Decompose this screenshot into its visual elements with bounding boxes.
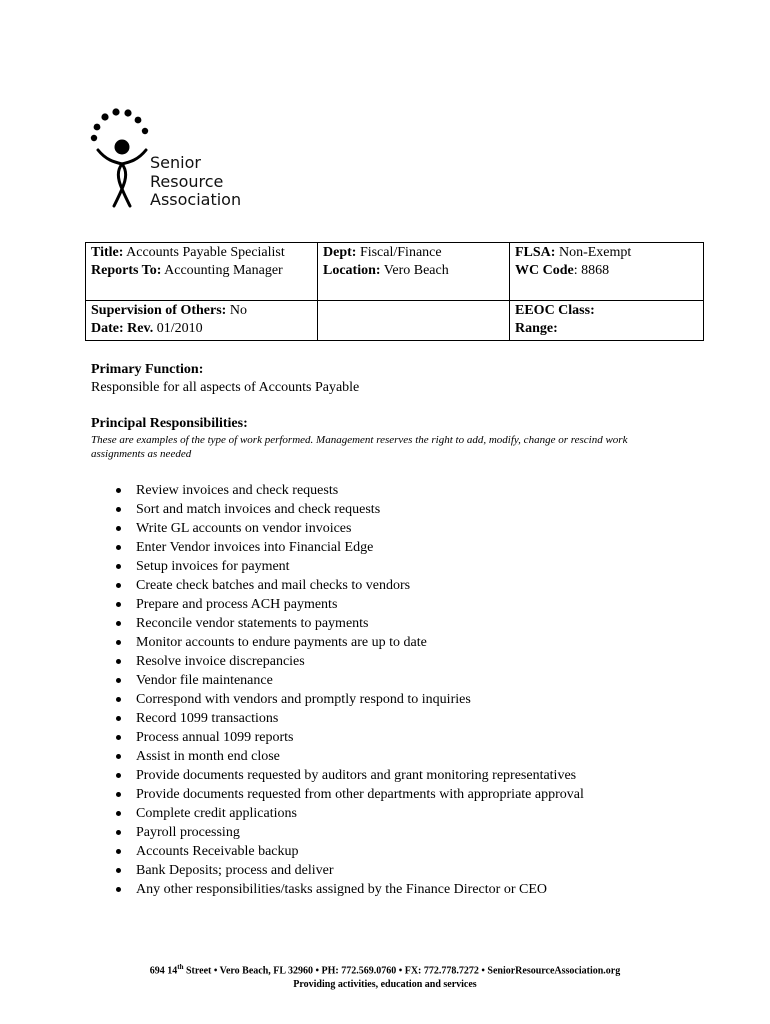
footer-address (0, 960, 770, 978)
list-item: Accounts Receivable backup (91, 842, 584, 861)
list-item: Resolve invoice discrepancies (91, 652, 584, 671)
logo-line: Association (150, 190, 242, 209)
logo-line: Resource (150, 171, 224, 191)
list-item: Complete credit applications (91, 804, 584, 823)
list-item: Payroll processing (91, 823, 584, 842)
range-line (515, 320, 698, 338)
list-item: Provide documents requested from other departments with appropriate approval (91, 785, 584, 804)
location-line (323, 262, 504, 280)
table-cell (318, 301, 510, 341)
cell-label: WC Code (515, 263, 574, 278)
table-cell (86, 301, 318, 341)
list-item: Reconcile vendor statements to payments (91, 614, 584, 633)
table-cell (86, 243, 318, 301)
section-text: Responsible for all aspects of Accounts Payable (91, 380, 360, 395)
table-cell (510, 243, 704, 301)
section-heading: Principal Responsibilities: (91, 416, 248, 431)
cell-value: Vero Beach (380, 263, 449, 278)
flsa-line (515, 244, 698, 262)
section-heading: Primary Function: (91, 362, 204, 377)
cell-value: 01/2010 (153, 321, 203, 336)
footer-tagline: Providing activities, education and services (293, 979, 477, 991)
dept-line (323, 244, 504, 262)
cell-value: Fiscal/Finance (356, 245, 442, 260)
cell-label: FLSA: (515, 245, 556, 260)
cell-label: Reports To: (91, 263, 162, 278)
list-item: Provide documents requested by auditors and grant monitoring representatives (91, 766, 584, 785)
list-item: Sort and match invoices and check requests (91, 500, 584, 519)
logo-wordmark (150, 154, 241, 210)
supervision-line (91, 302, 312, 320)
cell-value: Non-Exempt (555, 245, 632, 260)
list-item: Monitor accounts to endure payments are up to date (91, 633, 584, 652)
list-item: Create check batches and mail checks to vendors (91, 576, 584, 595)
list-item: Enter Vendor invoices into Financial Edge (91, 538, 584, 557)
eeoc-line (515, 302, 698, 320)
address-suffix: th (177, 963, 184, 971)
list-item: Setup invoices for payment (91, 557, 584, 576)
list-item: Vendor file maintenance (91, 671, 584, 690)
wc-code-line (515, 262, 698, 280)
address-rest: Street • Vero Beach, FL 32960 • PH: 772.569.0760 • FX: 772.778.7272 • SeniorResourceAssociation.org (183, 965, 621, 977)
date-line (91, 320, 312, 338)
address-number: 694 14 (149, 965, 178, 977)
list-item: Correspond with vendors and promptly respond to inquiries (91, 690, 584, 709)
responsibilities-list (91, 481, 584, 899)
table-cell (510, 301, 704, 341)
list-item: Bank Deposits; process and deliver (91, 861, 584, 880)
cell-value: No (226, 303, 247, 318)
cell-label: EEOC Class: (515, 303, 595, 318)
list-item: Record 1099 transactions (91, 709, 584, 728)
cell-label: Location: (323, 263, 381, 278)
list-item: Write GL accounts on vendor invoices (91, 519, 584, 538)
list-item: Prepare and process ACH payments (91, 595, 584, 614)
list-item: Process annual 1099 reports (91, 728, 584, 747)
job-info-table (85, 242, 704, 341)
cell-label: Range: (515, 321, 558, 336)
table-row (86, 301, 704, 341)
cell-value: : 8868 (573, 263, 610, 278)
cell-label: Dept: (323, 245, 357, 260)
primary-function-section (91, 361, 359, 397)
cell-label: Supervision of Others: (91, 303, 227, 318)
reports-to-line (91, 262, 312, 280)
cell-value: Accounting Manager (161, 263, 283, 278)
table-row (86, 243, 704, 301)
principal-responsibilities-section (91, 415, 671, 461)
list-item: Assist in month end close (91, 747, 584, 766)
list-item: Any other responsibilities/tasks assigned by the Finance Director or CEO (91, 880, 584, 899)
list-item: Review invoices and check requests (91, 481, 584, 500)
cell-label: Title: (91, 245, 124, 260)
logo-line: Senior (150, 153, 201, 172)
section-note: These are examples of the type of work performed. Management reserves the right to add, modify, change or rescind work assignments as needed (91, 434, 628, 460)
table-cell (318, 243, 510, 301)
cell-value: Accounts Payable Specialist (123, 245, 285, 260)
cell-label: Date: Rev. (91, 321, 154, 336)
title-line (91, 244, 312, 262)
page-footer (0, 960, 770, 992)
